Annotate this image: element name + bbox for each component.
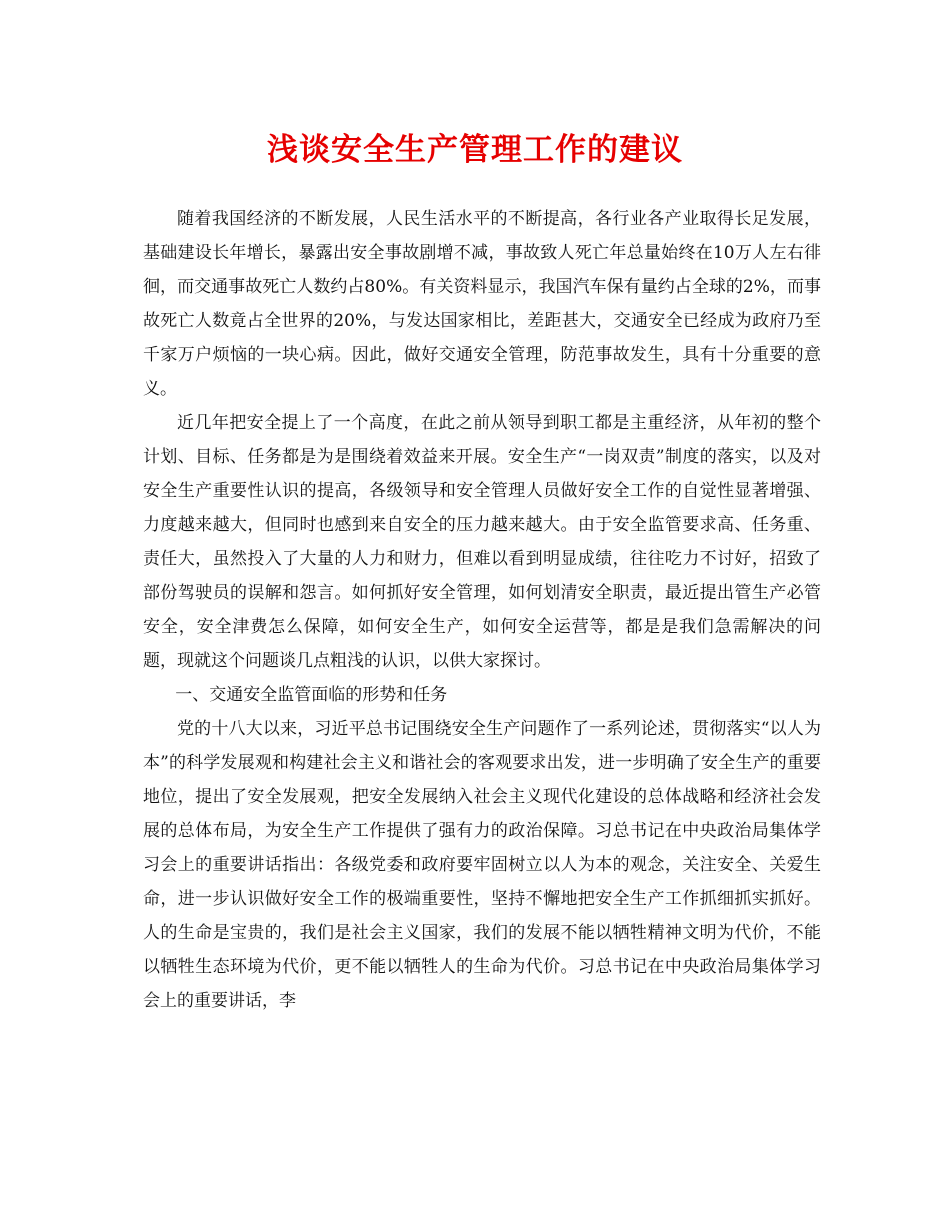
document-title: 浅谈安全生产管理工作的建议: [267, 132, 683, 168]
paragraph-intro: 随着我国经济的不断发展，人民生活水平的不断提高，各行业各产业取得长足发展，基础建设长年增长，暴露出安全事故剧增不减，事故致人死亡年总量始终在10万人左右徘徊，而交通事故死亡人数约占80%。有关资料显示，我国汽车保有量约占全球的2%，而事故死亡人数竟占全世界的20%，与发达国家相比，差距甚大，交通安全已经成为政府乃至千家万户烦恼的一块心病。因此，做好交通安全管理，防范事故发生，具有十分重要的意义。: [143, 209, 821, 399]
document-body: [143, 202, 821, 1018]
paragraph-section-one: 党的十八大以来，习近平总书记围绕安全生产问题作了一系列论述，贯彻落实“以人为本”的科学发展观和构建社会主义和谐社会的客观要求出发，进一步明确了安全生产的重要地位，提出了安全发展观，把安全发展纳入社会主义现代化建设的总体战略和经济社会发展的总体布局，为安全生产工作提供了强有力的政治保障。习总书记在中央政治局集体学习会上的重要讲话指出：各级党委和政府要牢固树立以人为本的观念，关注安全、关爱生命，进一步认识做好安全工作的极端重要性，坚持不懈地把安全生产工作抓细抓实抓好。人的生命是宝贵的，我们是社会主义国家，我们的发展不能以牺牲精神文明为代价，不能以牺牲生态环境为代价，更不能以牺牲人的生命为代价。习总书记在中央政治局集体学习会上的重要讲话，李: [143, 719, 821, 1011]
paragraph-background: 近几年把安全提上了一个高度，在此之前从领导到职工都是主重经济，从年初的整个计划、目标、任务都是为是围绕着效益来开展。安全生产“一岗双责”制度的落实，以及对安全生产重要性认识的提高，各级领导和安全管理人员做好安全工作的自觉性显著增强、力度越来越大，但同时也感到来自安全的压力越来越大。由于安全监管要求高、任务重、责任大，虽然投入了大量的人力和财力，但难以看到明显成绩，往往吃力不讨好，招致了部份驾驶员的误解和怨言。如何抓好安全管理，如何划清安全职责，最近提出管生产必管安全，安全津费怎么保障，如何安全生产，如何安全运营等，都是是我们急需解决的问题，现就这个问题谈几点粗浅的认识，以供大家探讨。: [143, 413, 821, 671]
section-heading: 一、交通安全监管面临的形势和任务: [175, 685, 448, 705]
